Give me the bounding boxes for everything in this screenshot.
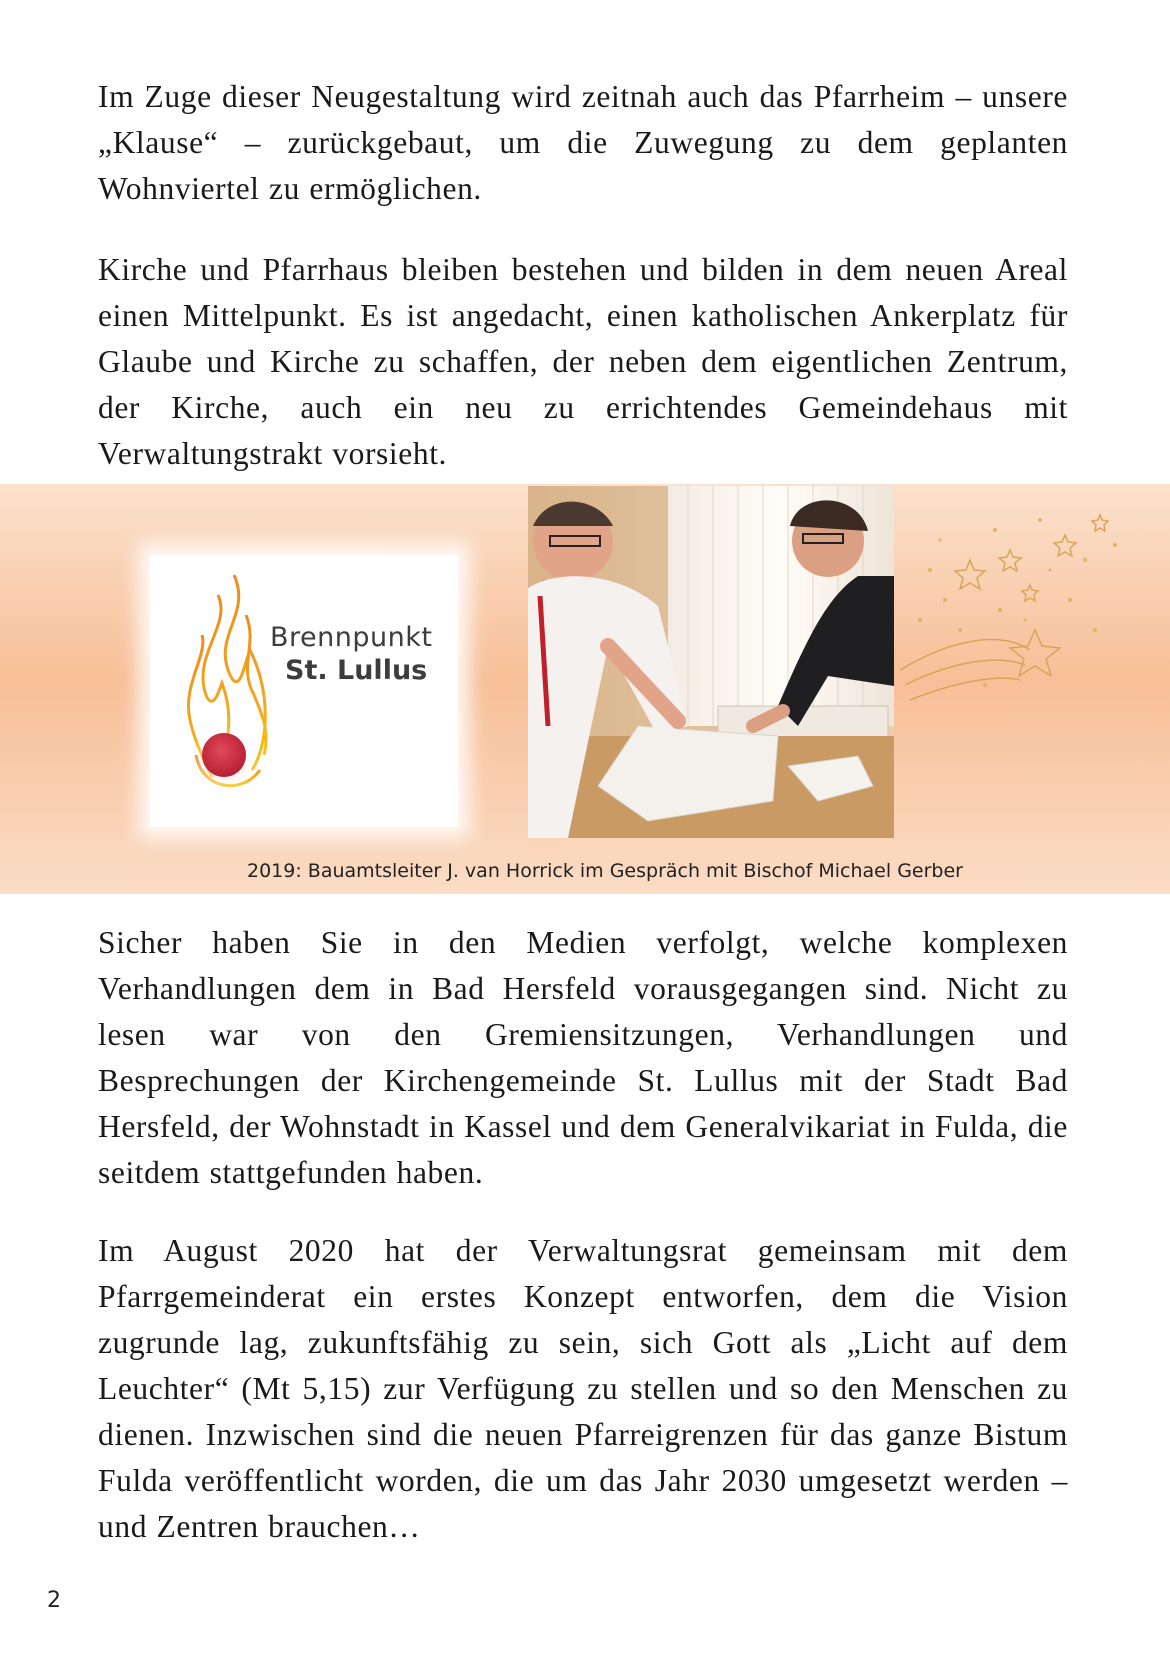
paragraph-4: Im August 2020 hat der Verwaltungsrat gemeinsam mit dem Pfarrgemeinderat ein erstes Konzept entworfen, dem die Vision zugrunde lag, zukunftsfähig zu sein, sich Gott als „Licht auf dem Leuchter“ (Mt 5,15) zur Verfügung zu stellen und so den Menschen zu dienen. Inzwischen sind die neuen Pfarreigrenzen für das ganze Bistum Fulda veröffentlicht worden, die um das Jahr 2030 umgesetzt werden – und Zentren brauchen… bbox=[98, 1233, 1068, 1544]
paragraph-3: Sicher haben Sie in den Medien verfolgt, welche komplexen Verhandlungen dem in Bad Hersfeld vorausgegangen sind. Nicht zu lesen war von den Gremiensitzungen, Verhandlungen und Besprechungen der Kirchengemeinde St. Lullus mit der Stadt Bad Hersfeld, der Wohnstadt in Kassel und dem Generalvikariat in Fulda, die seitdem stattgefunden haben. bbox=[98, 925, 1068, 1190]
paragraph-2: Kirche und Pfarrhaus bleiben bestehen und bilden in dem neuen Areal einen Mittelpunkt. Es ist angedacht, einen katholischen Ankerplatz für Glaube und Kirche zu schaffen, der neben dem eigentlichen Zentrum, der Kirche, auch ein neu zu errichtendes Gemeindehaus mit Verwaltungstrakt vorsieht. bbox=[98, 252, 1068, 471]
meeting-photo bbox=[528, 486, 894, 838]
page-number: 2 bbox=[47, 1588, 61, 1613]
paragraph-1: Im Zuge dieser Neugestaltung wird zeitnah auch das Pfarrheim – unsere „Klause“ – zurückgebaut, um die Zuwegung zu dem geplanten Wohnviertel zu ermöglichen. bbox=[98, 79, 1068, 206]
photo-illustration bbox=[528, 486, 894, 838]
stars-decoration-icon bbox=[900, 500, 1140, 720]
brennpunkt-logo bbox=[150, 555, 458, 827]
logo-line-1: Brennpunkt bbox=[270, 622, 433, 653]
logo-line-2: St. Lullus bbox=[285, 655, 428, 686]
flame-logo-icon bbox=[172, 555, 282, 827]
photo-caption: 2019: Bauamtsleiter J. van Horrick im Gespräch mit Bischof Michael Gerber bbox=[247, 860, 963, 882]
